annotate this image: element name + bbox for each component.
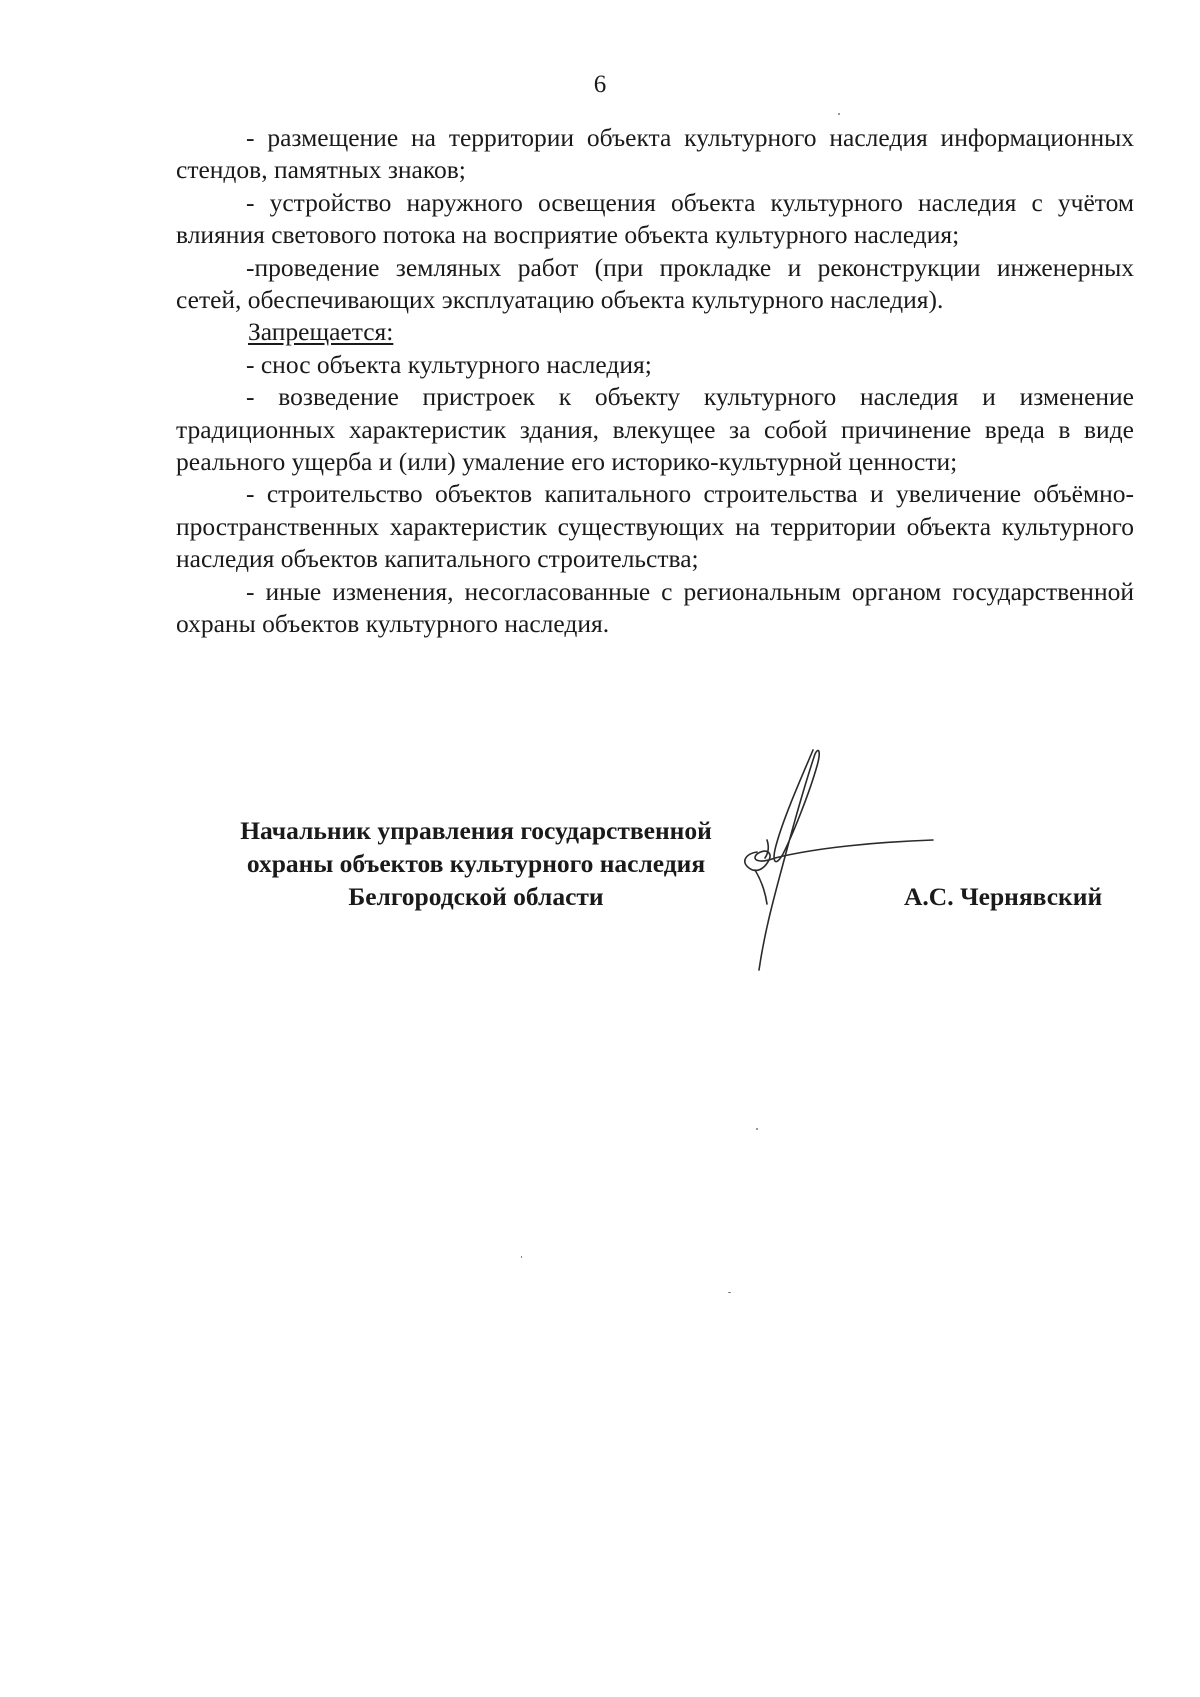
- prohibited-item-demolition: - снос объекта культурного наследия;: [246, 349, 652, 379]
- handwritten-signature: [735, 744, 975, 974]
- prohibited-heading-text: Запрещается:: [248, 317, 394, 347]
- signatory-position-line: Начальник управления государственной: [240, 816, 712, 845]
- scan-speck: [728, 1292, 731, 1293]
- prohibited-item-other-changes: - иные изменения, несогласованные с региональным органом государственной охраны объектов культурного наследия.: [176, 576, 1134, 639]
- prohibited-item-extensions: - возведение пристроек к объекту культурного наследия и изменение традиционных характеристик здания, влекущее за собой причинение вреда в виде реального ущерба и (или) умаление его историко-культурной ценности;: [176, 382, 1134, 477]
- signatory-position: [196, 814, 756, 913]
- scan-speck: [756, 1128, 758, 1130]
- signatory-position-line: охраны объектов культурного наследия: [246, 849, 706, 878]
- document-body: [176, 122, 1134, 641]
- scan-speck: [838, 113, 840, 115]
- scan-speck: [521, 1256, 522, 1258]
- signatory-position-line: Белгородской области: [348, 882, 604, 911]
- paragraph-exterior-lighting: - устройство наружного освещения объекта культурного наследия с учётом влияния светового потока на восприятие объекта культурного наследия;: [176, 187, 1134, 250]
- page-number: 6: [593, 71, 607, 98]
- prohibited-heading: [176, 316, 1134, 348]
- paragraph-info-stands: - размещение на территории объекта культурного наследия информационных стендов, памятных знаков;: [176, 123, 1134, 185]
- signatory-name: А.С. Чернявский: [904, 882, 1103, 911]
- prohibited-item-construction: - строительство объектов капитального строительства и увеличение объёмно-пространственных характеристик существующих на территории объекта культурного наследия объектов капитального строительства;: [176, 479, 1134, 574]
- paragraph-earthworks: -проведение земляных работ (при прокладке и реконструкции инженерных сетей, обеспечивающих эксплуатацию объекта культурного наследия).: [176, 252, 1134, 315]
